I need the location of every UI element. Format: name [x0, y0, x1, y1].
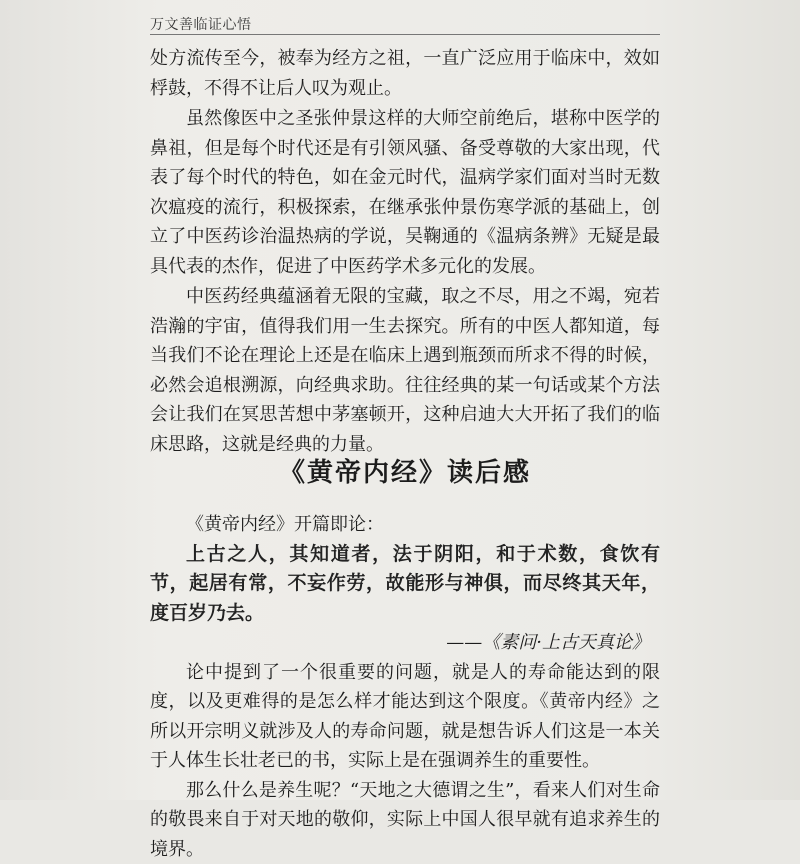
- paragraph-2: 虽然像医中之圣张仲景这样的大师空前绝后，堪称中医学的鼻祖，但是每个时代还是有引领风骚、备受尊敬的大家出现，代表了每个时代的特色，如在金元时代，温病学家们面对当时无数次瘟疫的流行，积极探索，在继承张仲景伤寒学派的基础上，创立了中医药诊治温热病的学说，吴鞠通的《温病条辨》无疑是最具代表的杰作，促进了中医药学术多元化的发展。: [150, 104, 660, 281]
- classic-quote: 上古之人，其知道者，法于阴阳，和于术数，食饮有节，起居有常，不妄作劳，故能形与神俱，而尽终其天年，度百岁乃去。: [150, 540, 660, 629]
- header-rule: [150, 34, 660, 35]
- paragraph-1: 处方流传至今，被奉为经方之祖，一直广泛应用于临床中，效如桴鼓，不得不让后人叹为观止。: [150, 44, 660, 103]
- section-paragraph-1: 论中提到了一个很重要的问题，就是人的寿命能达到的限度，以及更难得的是怎么样才能达到这个限度。《黄帝内经》之所以开宗明义就涉及人的寿命问题，就是想告诉人们这是一本关于人体生长壮老已的书，实际上是在强调养生的重要性。: [150, 658, 660, 776]
- section-title: 《黄帝内经》读后感: [150, 452, 660, 489]
- quote-attribution: ——《素问·上古天真论》: [150, 628, 660, 658]
- paragraph-3: 中医药经典蕴涵着无限的宝藏，取之不尽，用之不竭，宛若浩瀚的宇宙，值得我们用一生去探究。所有的中医人都知道，每当我们不论在理论上还是在临床上遇到瓶颈而所求不得的时候，必然会追根溯源，向经典求助。往往经典的某一句话或某个方法会让我们在冥思苦想中茅塞顿开，这种启迪大大开拓了我们的临床思路，这就是经典的力量。: [150, 282, 660, 459]
- running-header: 万文善临证心悟: [150, 14, 252, 34]
- section-paragraph-2: 那么什么是养生呢？“天地之大德谓之生”，看来人们对生命的敬畏来自于对天地的敬仰，实际上中国人很早就有追求养生的境界。: [150, 776, 660, 864]
- body-text: [150, 44, 660, 460]
- section-body: [150, 510, 660, 864]
- section-intro: 《黄帝内经》开篇即论：: [150, 510, 660, 540]
